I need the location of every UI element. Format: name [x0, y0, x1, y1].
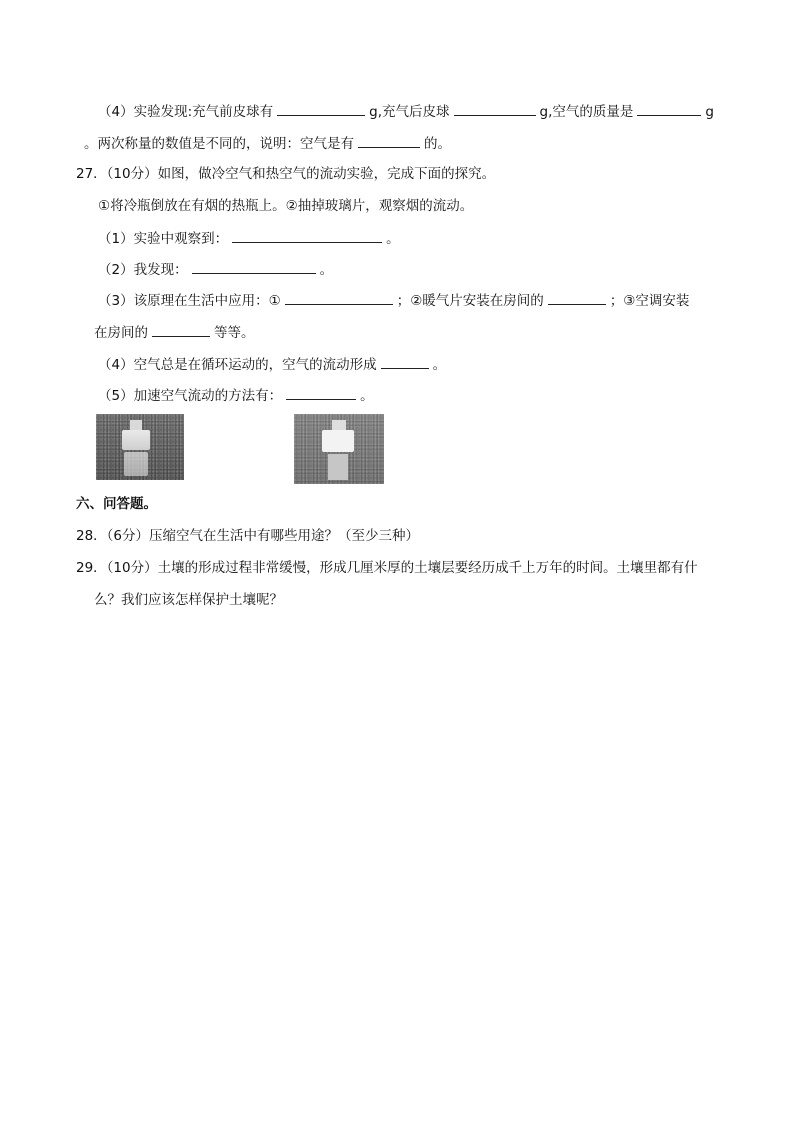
q27-s2-label: （2）我发现： — [98, 262, 188, 278]
q27-s3-line1 — [98, 290, 689, 308]
q27-s3-text-d: 在房间的 — [94, 325, 148, 341]
q27-s3-label: （3）该原理在生活中应用：① — [98, 293, 281, 309]
q26-4-text-f: 的。 — [424, 136, 451, 152]
q27-s3-text-c: ；③空调安装 — [609, 293, 690, 309]
answer-blank-air-mass[interactable] — [637, 101, 701, 116]
q26-4-line2 — [84, 133, 451, 151]
bottle-upper-2 — [322, 430, 354, 452]
q27-s3-text-b: ；②暖气片安装在房间的 — [396, 293, 544, 309]
bottle-lower-2 — [328, 454, 348, 480]
q27-s5-end: 。 — [360, 388, 374, 404]
q26-4-text-d: g — [705, 104, 714, 120]
q27-s4 — [98, 354, 446, 372]
answer-blank-speed-up-methods[interactable] — [286, 385, 356, 400]
q29-line1: 29．（10分）土壤的形成过程非常缓慢，形成几厘米厚的土壤层要经历成千上万年的时间。土壤里都有什 — [76, 560, 698, 576]
answer-blank-air-flow-forms[interactable] — [381, 354, 429, 369]
q26-4-line1 — [98, 101, 714, 119]
answer-blank-radiator-position[interactable] — [548, 290, 606, 305]
q27-s5-label: （5）加速空气流动的方法有： — [98, 388, 283, 404]
experiment-photo-1 — [96, 414, 184, 480]
q28-text: 28．（6分）压缩空气在生活中有哪些用途？（至少三种） — [76, 528, 420, 544]
q27-s3-text-e: 等等。 — [214, 325, 255, 341]
answer-blank-discovery[interactable] — [192, 259, 316, 274]
answer-blank-air-has[interactable] — [358, 133, 420, 148]
bottle-neck-top-2 — [332, 420, 346, 430]
q26-4-text-a: （4）实验发现:充气前皮球有 — [98, 104, 274, 120]
q29-line2: 么？我们应该怎样保护土壤呢？ — [94, 592, 283, 608]
q26-4-text-e: 。两次称量的数值是不同的，说明：空气是有 — [84, 136, 354, 152]
bottle-neck-top — [130, 420, 142, 430]
bottle-upper — [122, 430, 150, 450]
bottle-lower — [124, 452, 148, 476]
q27-s2 — [98, 259, 333, 277]
q27-header: 27．（10分）如图，做冷空气和热空气的流动实验，完成下面的探究。 — [76, 166, 496, 182]
q26-4-text-c: g,空气的质量是 — [539, 104, 634, 120]
q27-s3-line2 — [94, 322, 255, 340]
q27-s1 — [98, 228, 400, 246]
answer-blank-after-mass[interactable] — [454, 101, 536, 116]
q27-s1-label: （1）实验中观察到： — [98, 231, 229, 247]
answer-blank-application-1[interactable] — [285, 290, 393, 305]
experiment-photo-2 — [294, 414, 384, 484]
answer-blank-ac-position[interactable] — [152, 322, 210, 337]
q27-s1-end: 。 — [386, 231, 400, 247]
answer-blank-observed[interactable] — [232, 228, 382, 243]
q27-steps: ①将冷瓶倒放在有烟的热瓶上。②抽掉玻璃片，观察烟的流动。 — [98, 198, 474, 214]
q27-s4-label: （4）空气总是在循环运动的，空气的流动形成 — [98, 357, 377, 373]
q27-s5 — [98, 385, 374, 403]
q27-s2-end: 。 — [319, 262, 334, 278]
section-6-title: 六、问答题。 — [76, 496, 157, 512]
q27-s4-end: 。 — [432, 357, 447, 373]
answer-blank-before-mass[interactable] — [277, 101, 365, 116]
q26-4-text-b: g,充气后皮球 — [369, 104, 450, 120]
